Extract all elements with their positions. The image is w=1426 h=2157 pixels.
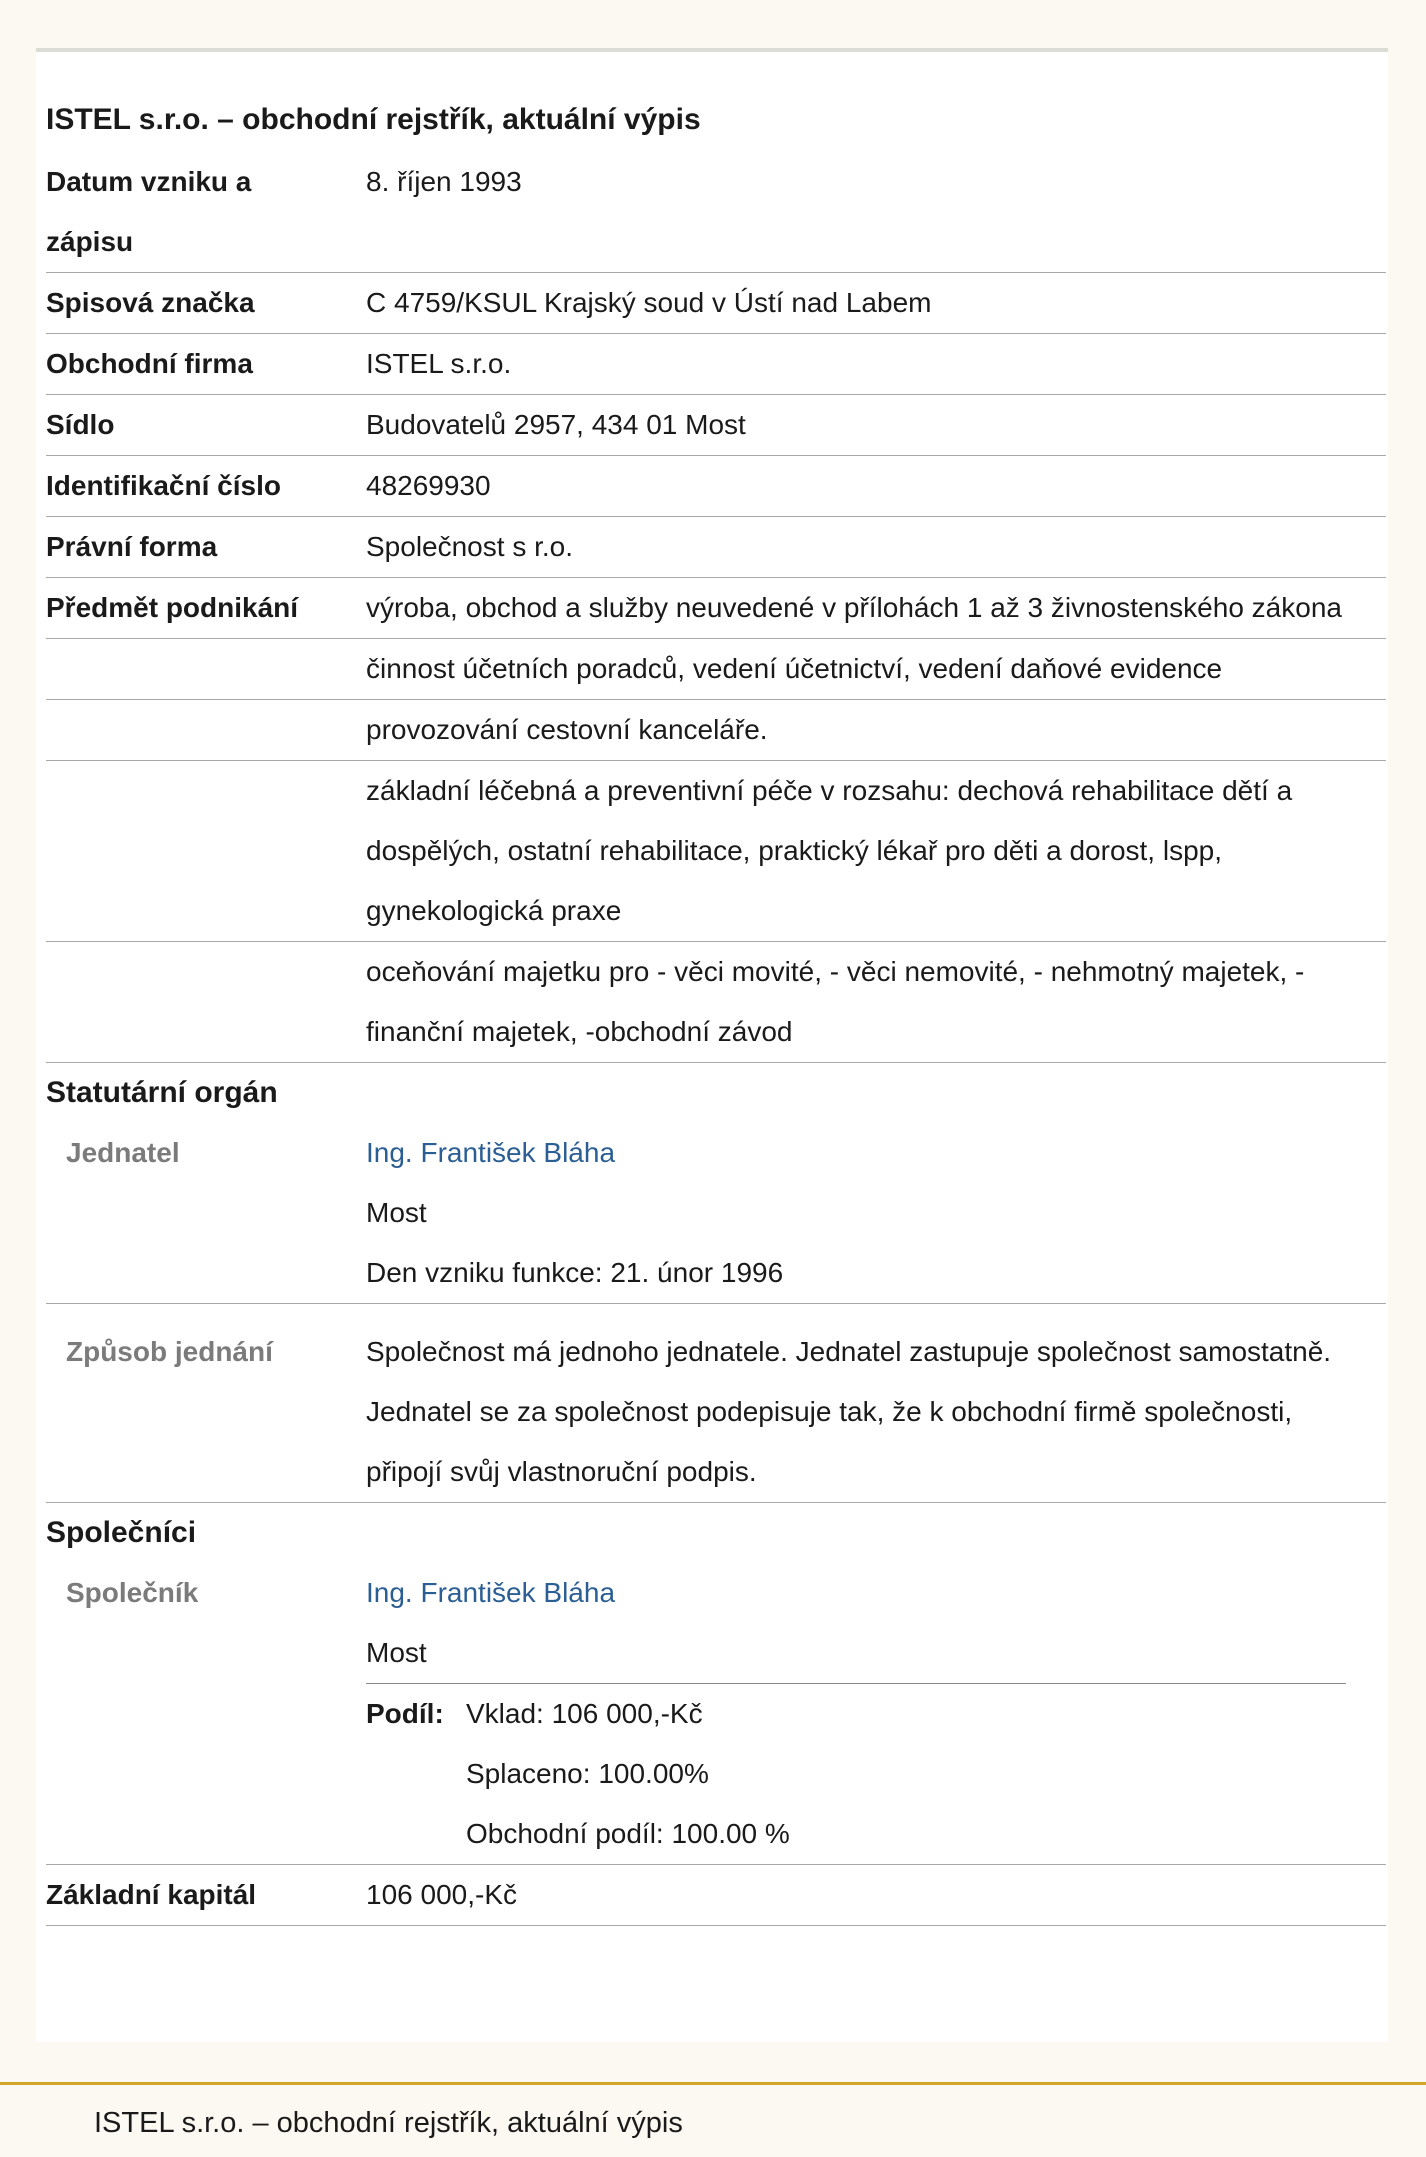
share-block: [366, 1683, 1346, 1864]
spolecnik-name-link[interactable]: Ing. František Bláha: [366, 1577, 616, 1608]
label-spisova-znacka: Spisová značka: [46, 287, 255, 318]
footer-bar: [0, 2082, 1426, 2157]
value-datum-vzniku: 8. říjen 1993: [366, 166, 522, 197]
jednatel-name-link[interactable]: Ing. František Bláha: [366, 1137, 616, 1168]
label-zakladni-kapital: Základní kapitál: [46, 1879, 257, 1910]
value-zakladni-kapital: 106 000,-Kč: [366, 1879, 517, 1910]
row-ico: [46, 456, 1386, 517]
jednatel-since: Den vzniku funkce: 21. únor 1996: [366, 1257, 784, 1288]
row-spisova-znacka: [46, 273, 1386, 334]
value-zpusob-jednani: Společnost má jednoho jednatele. Jednatel zastupuje společnost samostatně. Jednatel se za společnost podepisuje tak, že k obchodní firmě společnosti, připojí svůj vlastnoruční podpis.: [366, 1336, 1332, 1487]
row-sidlo: [46, 395, 1386, 456]
splaceno: Splaceno: 100.00%: [466, 1758, 709, 1789]
row-datum-vzniku: [46, 152, 1386, 273]
row-predmet-1: [46, 578, 1386, 639]
row-predmet-2: [46, 639, 1386, 700]
value-sidlo: Budovatelů 2957, 434 01 Most: [366, 409, 746, 440]
value-obchodni-firma: ISTEL s.r.o.: [366, 348, 512, 379]
register-content: [46, 92, 1386, 1926]
label-obchodni-firma: Obchodní firma: [46, 348, 253, 379]
label-predmet-podnikani: Předmět podnikání: [46, 592, 299, 623]
value-jednatel: [366, 1123, 1386, 1303]
label-sidlo: Sídlo: [46, 409, 115, 440]
predmet-item: činnost účetních poradců, vedení účetnictví, vedení daňové evidence: [366, 653, 1223, 684]
label-spolecnik: Společník: [66, 1577, 199, 1608]
predmet-item: výroba, obchod a služby neuvedené v přílohách 1 až 3 živnostenského zákona: [366, 592, 1342, 623]
predmet-item: oceňování majetku pro - věci movité, - věci nemovité, - nehmotný majetek, - finanční majetek, -obchodní závod: [366, 956, 1305, 1047]
row-predmet-3: [46, 700, 1386, 761]
footer-title: ISTEL s.r.o. – obchodní rejstřík, aktuální výpis: [94, 2107, 683, 2139]
label-pravni-forma: Právní forma: [46, 531, 218, 562]
row-pravni-forma: [46, 517, 1386, 578]
label-datum-vzniku: Datum vzniku a zápisu: [46, 166, 252, 257]
label-empty: [46, 639, 366, 699]
jednatel-city: Most: [366, 1197, 427, 1228]
row-zakladni-kapital: [46, 1865, 1386, 1926]
value-spolecnik: [366, 1563, 1386, 1864]
value-pravni-forma: Společnost s r.o.: [366, 531, 574, 562]
page-title: ISTEL s.r.o. – obchodní rejstřík, aktuální výpis: [46, 103, 701, 136]
section-spolecnici: Společníci: [46, 1516, 197, 1549]
row-spolecnik: [46, 1563, 1386, 1865]
value-ico: 48269930: [366, 470, 491, 501]
row-obchodni-firma: [46, 334, 1386, 395]
row-jednatel: [46, 1123, 1386, 1304]
spolecnik-city: Most: [366, 1637, 427, 1668]
label-jednatel: Jednatel: [66, 1137, 180, 1168]
register-card: [36, 48, 1388, 2042]
label-empty: [46, 761, 366, 941]
predmet-item: provozování cestovní kanceláře.: [366, 714, 768, 745]
label-empty: [46, 700, 366, 760]
podil-label: Podíl:: [366, 1698, 444, 1729]
row-predmet-5: [46, 942, 1386, 1063]
label-zpusob-jednani: Způsob jednání: [66, 1336, 273, 1367]
row-predmet-4: [46, 761, 1386, 942]
obchodni-podil: Obchodní podíl: 100.00 %: [466, 1818, 790, 1849]
share-values: [466, 1684, 790, 1864]
vklad: Vklad: 106 000,-Kč: [466, 1698, 703, 1729]
label-empty: [46, 942, 366, 1062]
value-spisova-znacka: C 4759/KSUL Krajský soud v Ústí nad Labem: [366, 287, 932, 318]
row-label: [46, 152, 366, 272]
predmet-item: základní léčebná a preventivní péče v rozsahu: dechová rehabilitace dětí a dospělých, ostatní rehabilitace, praktický lékař pro děti a dorost, lspp, gynekologická praxe: [366, 775, 1293, 926]
label-ico: Identifikační číslo: [46, 470, 281, 501]
section-statutarni-organ: Statutární orgán: [46, 1076, 278, 1109]
row-zpusob-jednani: [46, 1304, 1386, 1503]
